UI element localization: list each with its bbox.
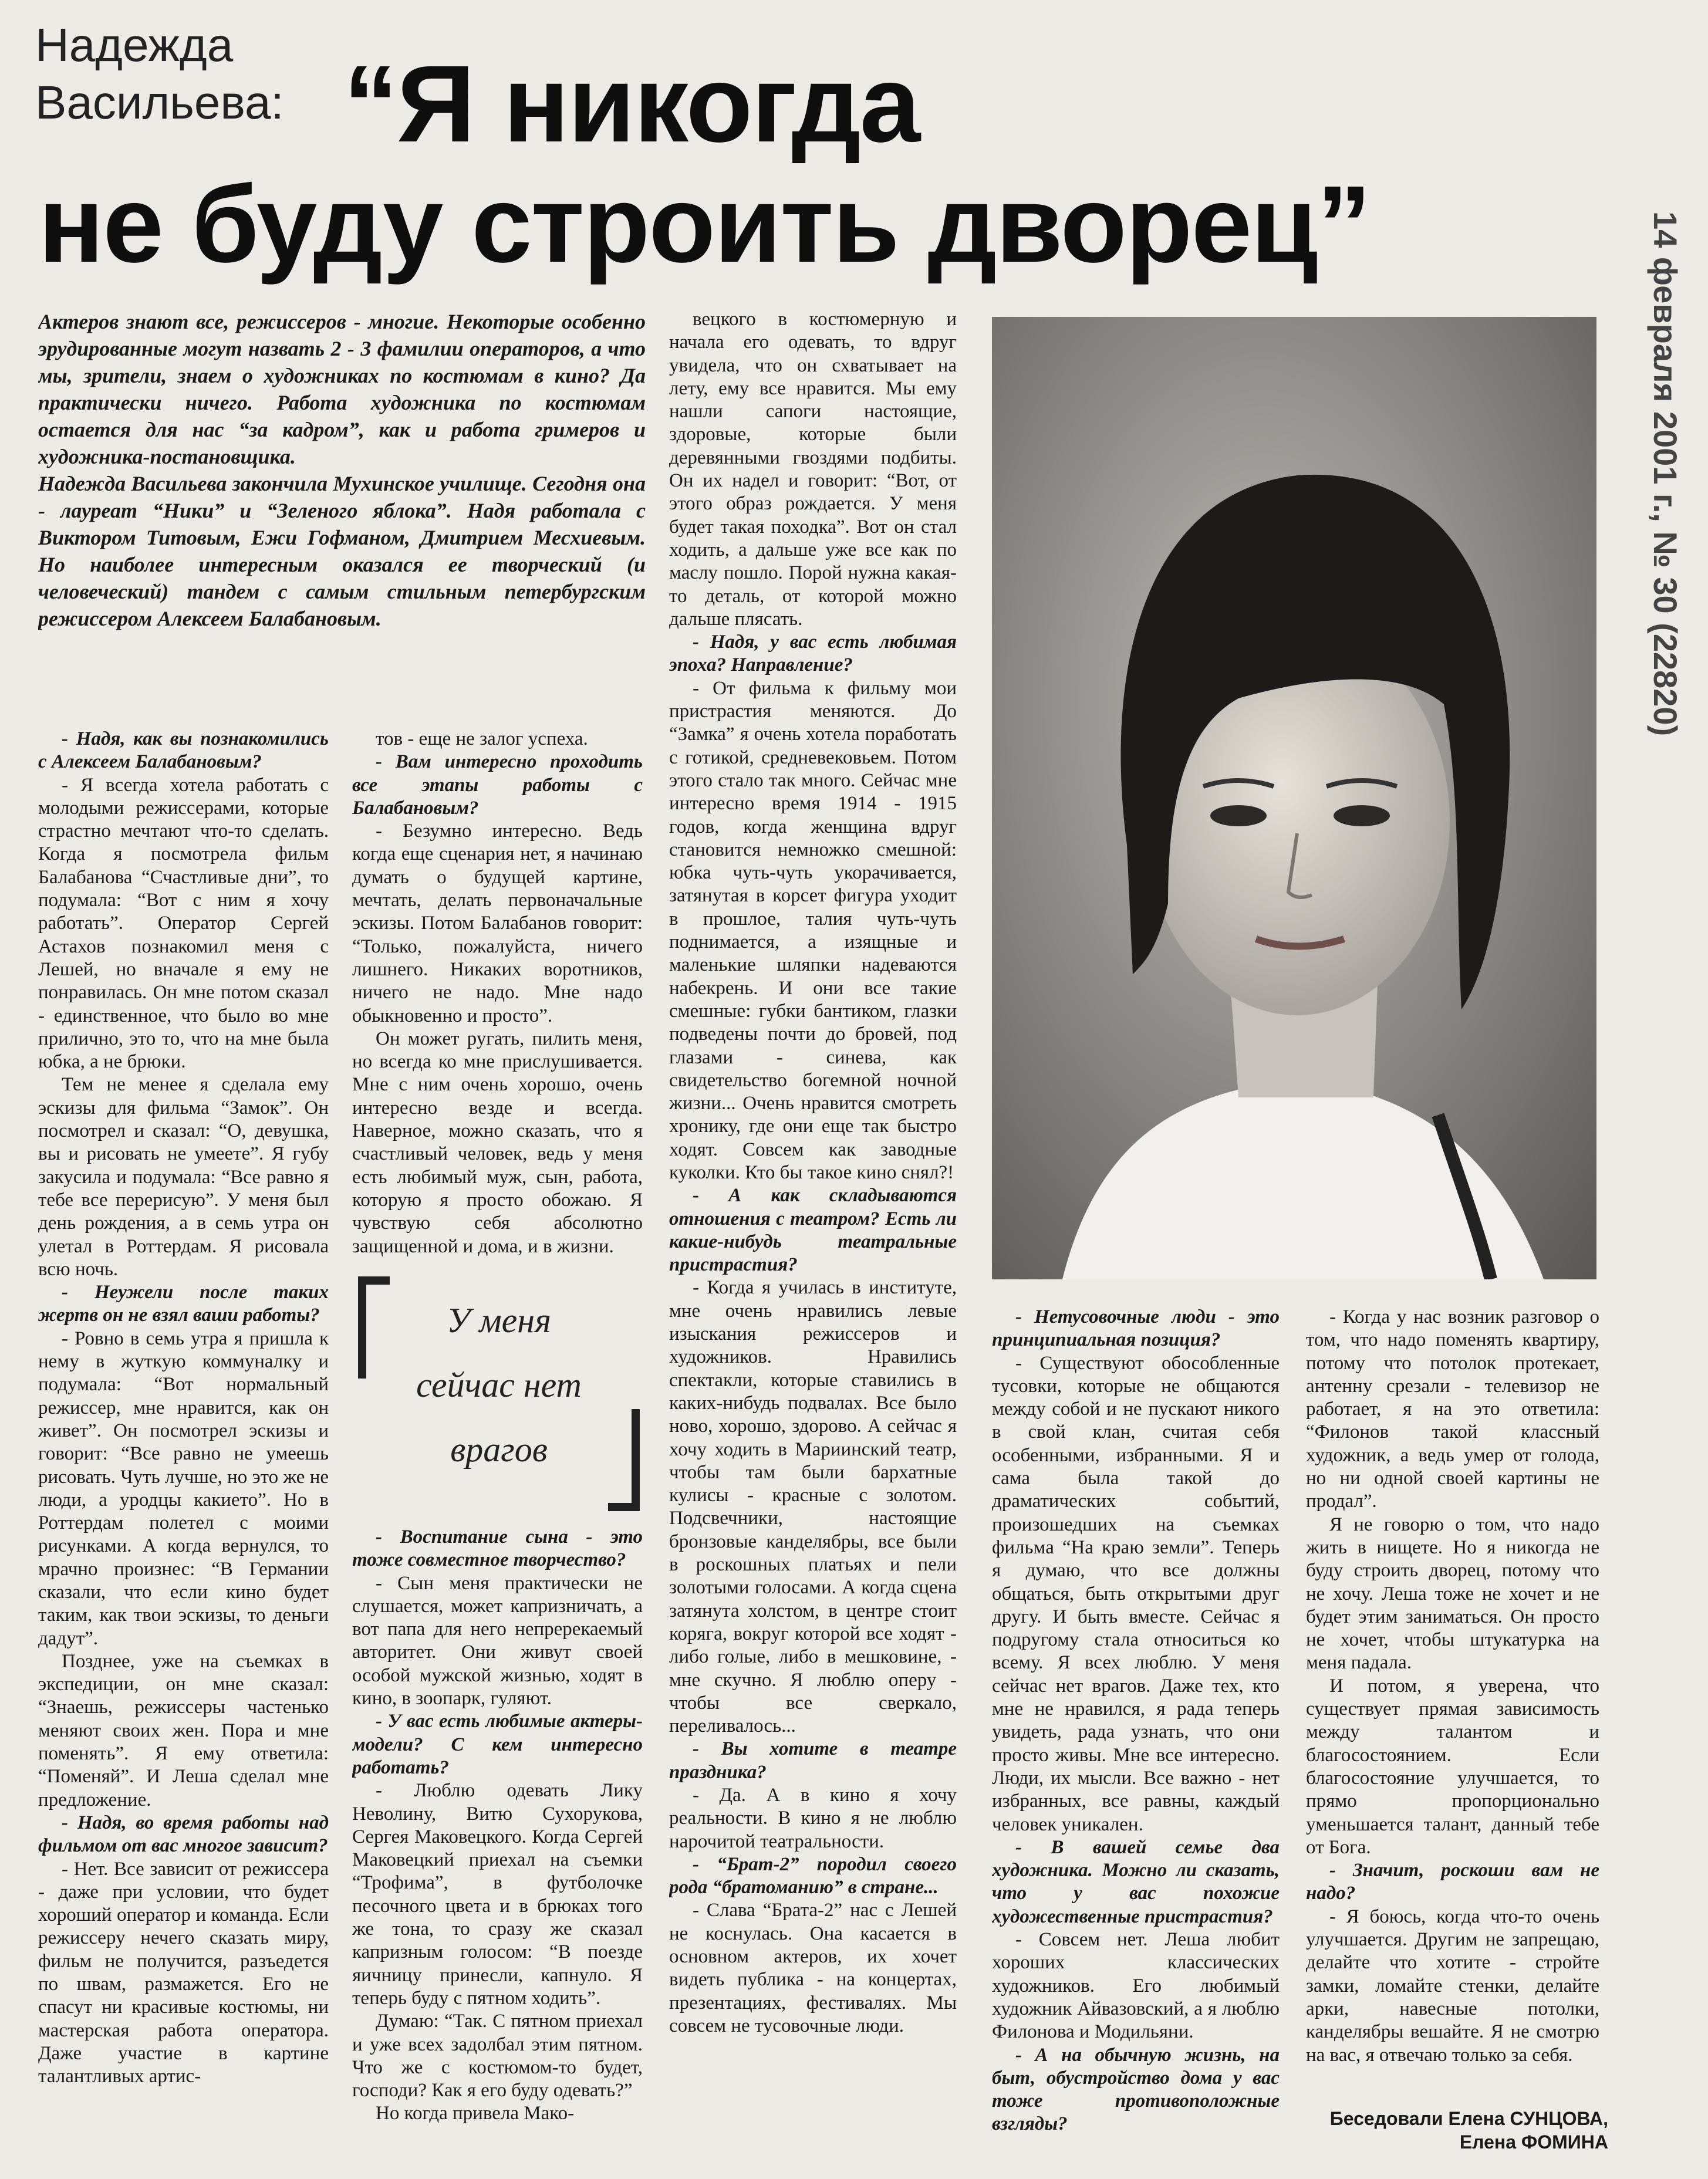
question: - Неужели после таких жертв он не взял ваши работы? [38,1282,329,1326]
headline-line-1: “Я никогда [343,43,920,165]
answer: - Безумно интересно. Ведь когда еще сценария нет, я начинаю думать о будущей картине, мечтать, делать первоначальные эскизы. Потом Балабанов говорит: “Только, пожалуйста, ничего лишнего. Никаких воротников, ничего не надо. Мне надо обыкновенно и просто”. [352,820,643,1026]
answer: Но когда привела Мако- [376,2103,575,2124]
answer: - Сын меня практически не слушается, может капризничать, а вот папа для него непререкаемый авторитет. Они живут своей особой мужской жизнью, ходят в кино, в зоопарк, гуляют. [352,1572,643,1710]
column-2-top [352,728,643,1268]
intro-paragraph: Надежда Васильева закончила Мухинское училище. Сегодня она - лауреат “Ники” и “Зеленого яблока”. Надя работала с Виктором Титовым, Ежи Гофманом, Дмитрием Месхиевым. Но наиболее интересным оказался ее творческий (и человеческий) тандем с самым стильным петербургским режиссером Алексеем Балабановым. [38,472,646,630]
answer: - Существуют обособленные тусовки, которые не общаются между собой и не пускают никого в свой клан, считая себя особенными, избранными. Я и сама была такой до драматических событий, произошедших на съемках фильма “На краю земли”. Теперь я думаю, что все должны общаться, быть открытыми друг другу. И быть вместе. Сейчас я подругому стала относиться ко всему. Я всех люблю. У меня сейчас нет врагов. Даже тех, кто мне не нравился, я рада теперь увидеть, рада узнать, что они просто живы. Мне все интересно. Люди, их мысли. Все важно - нет избранных, все равны, каждый человек уникален. [992,1352,1280,1835]
answer: И потом, я уверена, что существует прямая зависимость между талантом и благосостоянием. Если благосостояние улучшается, то прямо пропорционально уменьшается талант, данный тебе от Бога. [1306,1675,1599,1858]
intro [38,308,646,632]
answer: - Совсем нет. Леша любит хороших классических художников. Его любимый художник Айвазовский, а я люблю Филонова и Модильяни. [992,1929,1280,2043]
question: - А на обычную жизнь, на быт, обустройство дома у вас тоже противоположные взгляды? [992,2044,1280,2135]
question: - Вы хотите в театре праздника? [669,1738,957,1783]
publication-info [1626,211,1696,1080]
question: - Вам интересно проходить все этапы работы с Балабановым? [352,751,643,819]
question: - Воспитание сына - это тоже совместное творчество? [352,1526,643,1571]
answer: - Люблю одевать Лику Неволину, Витю Сухорукова, Сергея Маковецкого. Когда Сергей Маковецкий приехал на съемки “Трофима”, в футболочке песочного цвета и в брюках того же тона, то сразу же сказал капризным голосом: “В поезде яичницу принесли, капнуло. Я теперь буду с пятном ходить”. [352,1780,643,2009]
author-name: Надежда Васильева: [35,19,284,129]
answer: - Да. А в кино я хочу реальности. В кино я не люблю нарочитой театральности. [669,1785,957,1852]
answer: Я не говорю о том, что надо жить в нищете. Но я никогда не буду строить дворец, потому что не хочу. Леша тоже не хочет и не будет этим заниматься. Он просто не хочет, чтобы штукатурка на меня падала. [1306,1514,1599,1674]
answer: - Ровно в семь утра я пришла к нему в жуткую коммуналку и подумала: “Вот нормальный режиссер, мне нравится, как он живет”. Он посмотрел эскизы и говорит: “Все равно не умеешь рисовать. Чуть лучше, но это же не люди, а уродцы какието”. Но в Роттердам полетел с моими рисунками. А когда вернулся, то мрачно произнес: “В Германии сказали, что если кино будет таким, как твои эскизы, то деньги дадут”. [38,1327,329,1649]
question: - Надя, во время работы над фильмом от вас многое зависит? [38,1812,329,1857]
byline [1256,2107,1608,2154]
answer: Позднее, уже на съемках в экспедиции, он мне сказал: “Знаешь, режиссеры частенько меняют своих жен. Пора и мне поменять”. Я ему ответила: “Поменяй”. И Леша сделал мне предложение. [38,1650,329,1810]
answer: Он может ругать, пилить меня, но всегда ко мне прислушивается. Мне с ним очень хорошо, очень интересно везде и всегда. Наверное, можно сказать, что я счастливый человек, ведь у меня есть любимый муж, сын, работа, которую я просто обожаю. Я чувствую себя абсолютно защищенной и дома, и в жизни. [352,1028,643,1257]
pull-quote-line: У меня [447,1301,551,1340]
pull-quote [352,1271,646,1517]
pull-quote-text [352,1288,646,1482]
byline-line: Беседовали Елена СУНЦОВА, [1329,2108,1608,2129]
column-3 [669,308,957,2166]
answer: - Я всегда хотела работать с молодыми режиссерами, которые страстно мечтают что-то сделать. Когда я посмотрела фильм Балабанова “Счастливые дни”, то подумала: “Вот с ним я хочу работать”. Оператор Сергей Астахов познакомил меня с Лешей, но вначале я ему не понравилась. Он мне потом сказал - единственное, что было во мне прилично, это то, что на мне была юбка, а не брюки. [38,774,329,1073]
answer: - Нет. Все зависит от режиссера - даже при условии, что будет хороший оператор и команда. Если режиссеру нечего сказать миру, фильм не получится, разъедется по швам, размажется. Его не спасут ни красивые костюмы, ни мастерская работа оператора. Даже участие в картине талантливых артис- [38,1858,329,2087]
publication-date: 14 февраля 2001 г., № 30 (22820) [1647,211,1684,737]
column-4 [992,1306,1280,2168]
column-2-bottom [352,1526,643,2166]
question: - Нетусовочные люди - это принципиальная позиция? [992,1306,1280,1351]
column-1 [38,728,329,2166]
question: - Надя, как вы познакомились с Алексеем Балабановым? [38,728,329,773]
headline-line-2: не буду строить дворец” [38,164,1371,285]
question: - “Брат-2” породил своего рода “братоманию” в стране... [669,1853,957,1898]
column-5 [1306,1306,1599,2098]
answer: Тем не менее я сделала ему эскизы для фильма “Замок”. Он посмотрел и сказал: “О, девушка, вы и рисовать не умеете”. Я губу закусила и подумала: “Все равно я тебе все перерисую”. У меня был день рождения, а в семь утра он улетал в Роттердам. Я рисовала всю ночь. [38,1074,329,1280]
portrait-illustration [992,317,1596,1279]
pull-quote-line: врагов [450,1430,548,1469]
portrait-photo [992,317,1596,1279]
pull-quote-line: сейчас нет [416,1366,582,1404]
question: - А как складываются отношения с театром? Есть ли какие-нибудь театральные пристрастия? [669,1185,957,1276]
answer: - Когда я училась в институте, мне очень нравились левые изыскания режиссеров и художников. Нравились спектакли, которые ставились в каких-нибудь подвалах. Все было ново, хорошо, здорово. А сейчас я хочу ходить в Мариинский театр, чтобы там были бархатные кулисы - красные с золотом. Подсвечники, настоящие бронзовые канделябры, все были в роскошных платьях и пели золотыми голосами. А когда сцена затянута холстом, в центре стоит коряга, вокруг которой все ходят - либо голые, либо в мешковине, - мне скучно. Я люблю оперу - чтобы все сверкало, переливалось... [669,1277,957,1737]
answer: Думаю: “Так. С пятном приехал и уже всех задолбал этим пятном. Что же с костюмом-то будет, господи? Как я его буду одевать?” [352,2011,643,2102]
answer: - Я боюсь, когда что-то очень улучшается. Другим не запрещаю, делайте что хотите - стройте замки, ломайте стенки, делайте арки, навесные потолки, канделябры вешайте. Я не смотрю на вас, я отвечаю только за себя. [1306,1906,1599,2066]
answer: тов - еще не залог успеха. [376,728,588,749]
headline [38,44,1576,285]
answer: - Слава “Брата-2” нас с Лешей не коснулась. Она касается в основном актеров, их хочет видеть публика - на концертах, презентациях, фестивалях. Мы совсем не тусовочные люди. [669,1900,957,2036]
byline-line: Елена ФОМИНА [1459,2131,1608,2153]
intro-paragraph: Актеров знают все, режиссеров - многие. Некоторые особенно эрудированные могут назвать 2 - 3 фамилии операторов, а что мы, зрители, знаем о художниках по костюмам в кино? Да практически ничего. Работа художника по костюмам остается для нас “за кадром”, как и работа гримеров и художника-постановщика. [38,310,646,468]
answer: вецкого в костюмерную и начала его одевать, то вдруг увидела, что он схватывает на лету, ему все нравится. Мы ему нашли сапоги настоящие, здоровые, которые были деревянными гвоздями подбиты. Он их надел и говорит: “Вот, от этого образ рождается. У меня будет такая походка”. Вот он стал ходить, а дальше уже все как по маслу пошло. Порой нужна какая-то деталь, от которой можно дальше плясать. [669,309,957,630]
question: - У вас есть любимые актеры-модели? С кем интересно работать? [352,1711,643,1778]
question: - Значит, роскоши вам не надо? [1306,1860,1599,1904]
answer: - От фильма к фильму мои пристрастия меняются. До “Замка” я очень хотела поработать с готикой, средневековьем. Потом этого стало так много. Сейчас мне интересно время 1914 - 1915 годов, когда женщина вдруг становится немножко смешной: юбка чуть-чуть укорачивается, затянутая в корсет фигура уходит в прошлое, талия чуть-чуть поднимается, а изящные и маленькие шляпки надеваются набекрень. И они все такие смешные: губки бантиком, глазки подведены почти до бровей, под глазами - синева, как свидетельство богемной ночной жизни... Очень нравится смотреть хронику, где они еще так быстро ходят. Совсем как заводные куколки. Кто бы такое кино снял?! [669,677,957,1183]
question: - В вашей семье два художника. Можно ли сказать, что у вас похожие художественные пристрастия? [992,1836,1280,1927]
question: - Надя, у вас есть любимая эпоха? Направление? [669,631,957,676]
answer: - Когда у нас возник разговор о том, что надо поменять квартиру, потому что потолок протекает, антенну срезали - телевизор не работает, я на это ответила: “Филонов такой классный художник, а ведь умер от голода, но ни одной своей картины не продал”. [1306,1306,1599,1512]
